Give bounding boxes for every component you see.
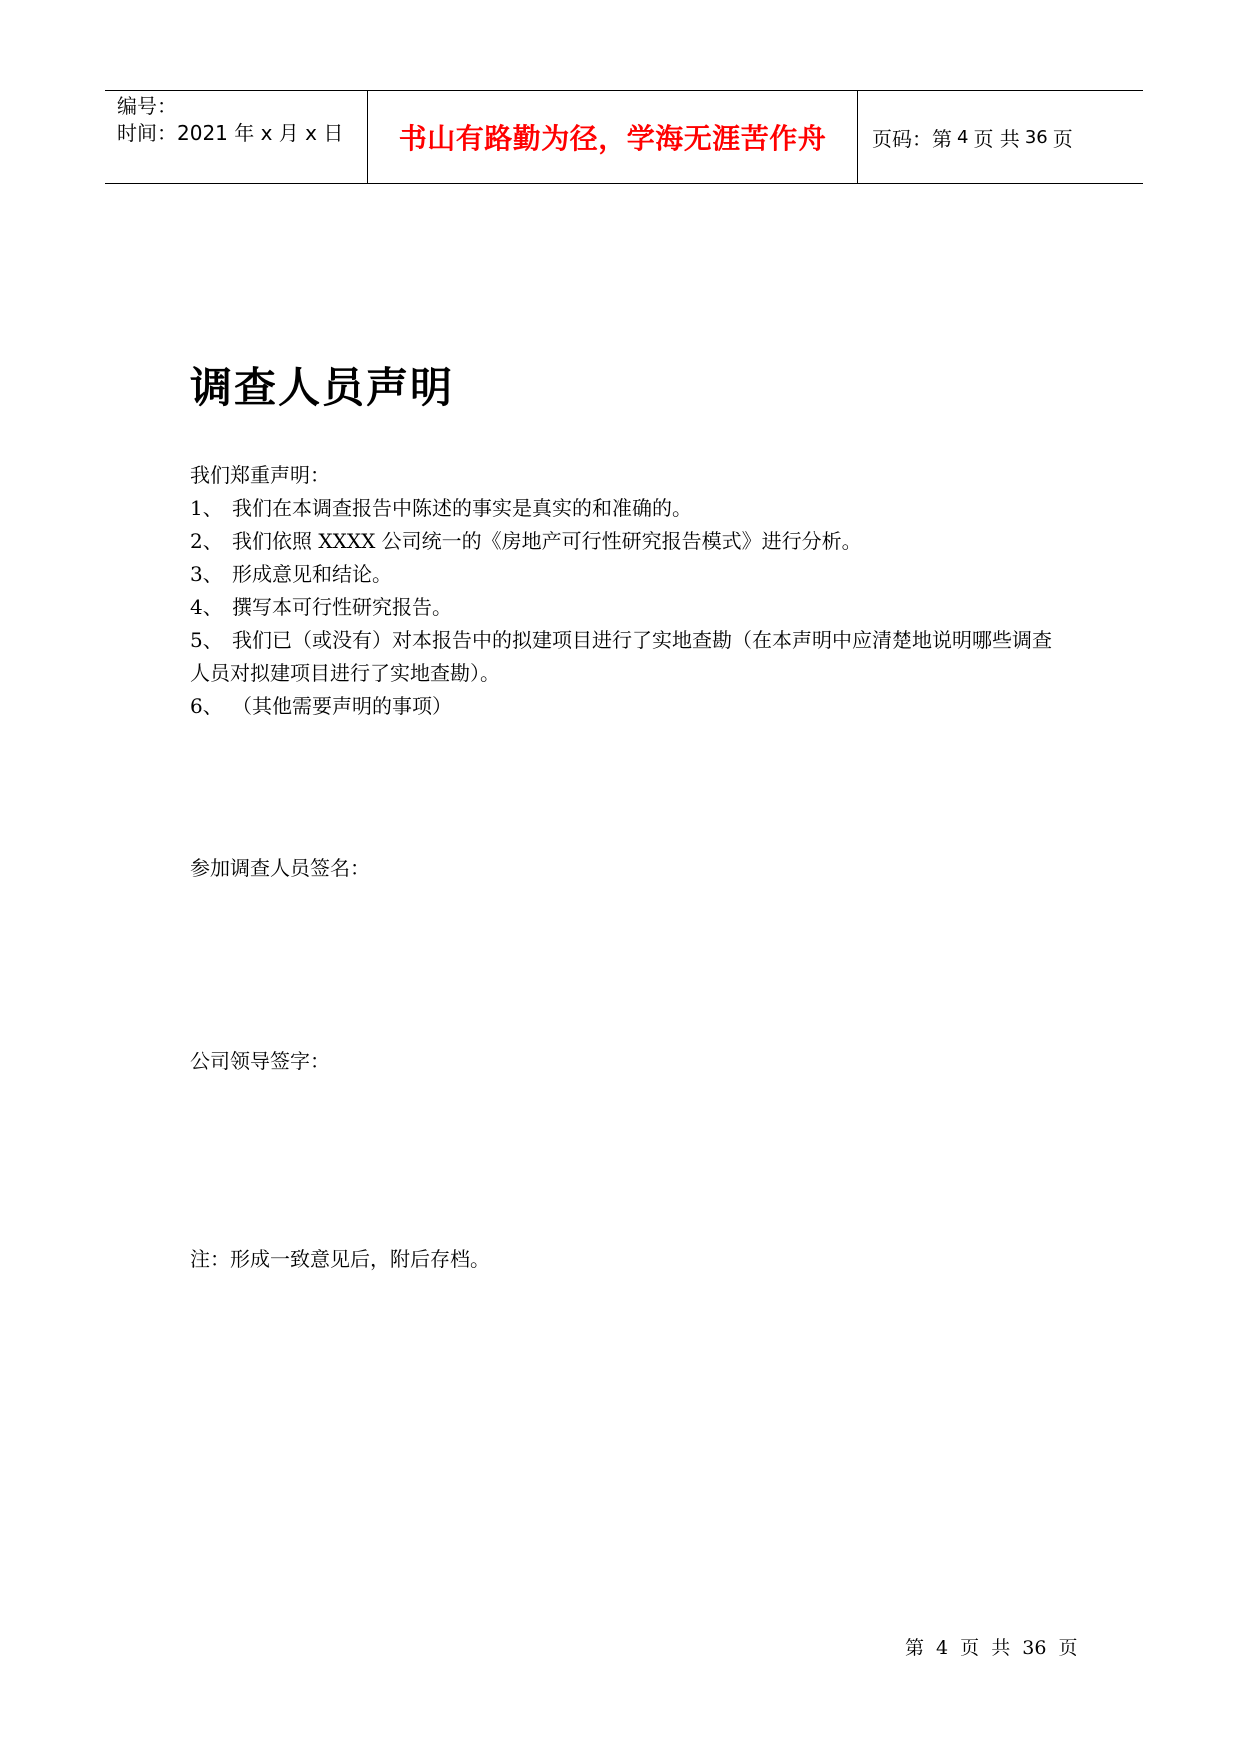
list-item-text: 我们在本调查报告中陈述的事实是真实的和准确的。	[232, 496, 692, 520]
list-item	[190, 690, 1070, 723]
list-item	[190, 492, 1070, 525]
list-item	[190, 624, 1070, 690]
list-item-index: 5、	[190, 628, 223, 652]
page-title: 调查人员声明	[190, 363, 455, 412]
list-item-text: 撰写本可行性研究报告。	[232, 595, 452, 619]
page-header	[105, 90, 1143, 184]
list-item-index: 2、	[190, 529, 223, 553]
list-item	[190, 558, 1070, 591]
page-footer: 第 4 页 共 36 页	[905, 1637, 1078, 1659]
list-item-index: 6、	[190, 694, 223, 718]
header-slogan: 书山有路勤为径，学海无涯苦作舟	[368, 91, 858, 183]
list-item-text: 形成意见和结论。	[232, 562, 392, 586]
list-item-text: 我们依照 XXXX 公司统一的《房地产可行性研究报告模式》进行分析。	[232, 529, 862, 553]
document-number-label: 编号：	[117, 94, 177, 118]
page-mid: 页 共	[973, 126, 1020, 151]
list-item-index: 1、	[190, 496, 223, 520]
header-meta	[105, 91, 368, 183]
note-text: 注：形成一致意见后，附后存档。	[190, 1247, 490, 1271]
list-item-text: （其他需要声明的事项）	[232, 694, 452, 718]
intro-text: 我们郑重声明：	[190, 463, 330, 487]
page-prefix: 页码：第	[872, 126, 952, 151]
page-current: 4	[957, 126, 969, 148]
list-item	[190, 525, 1070, 558]
list-item	[190, 591, 1070, 624]
page-total: 36	[1024, 126, 1048, 148]
leader-signature-label: 公司领导签字：	[190, 1049, 330, 1073]
list-item-index: 3、	[190, 562, 223, 586]
staff-signature-label: 参加调查人员签名：	[190, 856, 370, 880]
header-page-info	[858, 91, 1143, 183]
declaration-list	[190, 492, 1070, 723]
list-item-text: 我们已（或没有）对本报告中的拟建项目进行了实地查勘（在本声明中应清楚地说明哪些调查人员对拟建项目进行了实地查勘）。	[190, 628, 1052, 685]
document-date: 时间：2021 年 x 月 x 日	[117, 121, 344, 145]
page-suffix: 页	[1052, 126, 1073, 151]
list-item-index: 4、	[190, 595, 223, 619]
